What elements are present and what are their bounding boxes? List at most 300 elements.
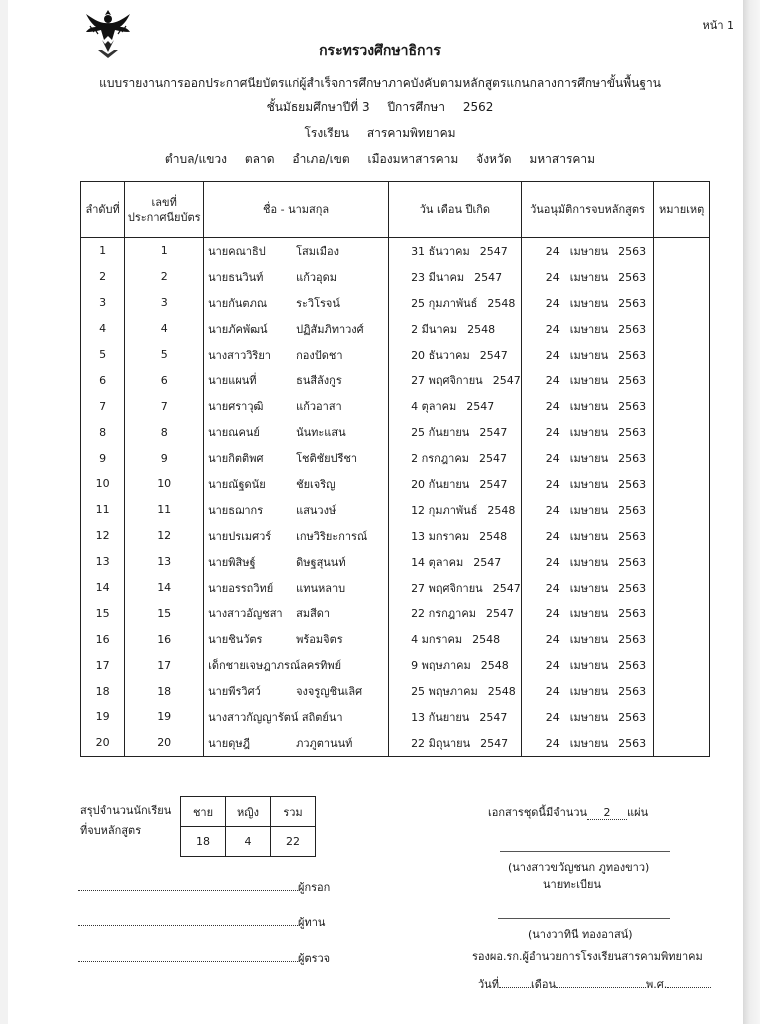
row-number: 8 xyxy=(81,419,125,445)
summary-table xyxy=(180,796,316,857)
birth-date xyxy=(389,549,522,575)
birth-date xyxy=(389,419,522,445)
table-row xyxy=(81,238,710,264)
graduation-date xyxy=(521,445,654,471)
birth-year: 2547 xyxy=(492,581,521,595)
note-cell xyxy=(654,678,710,704)
col-header-no: ลำดับที่ xyxy=(81,182,125,238)
graduation-date xyxy=(521,678,654,704)
checker-signature xyxy=(78,949,330,967)
table-row xyxy=(81,316,710,342)
birth-day: 22 xyxy=(411,736,426,750)
row-number: 5 xyxy=(81,342,125,368)
birth-year: 2547 xyxy=(480,736,509,750)
table-row xyxy=(81,678,710,704)
certificate-number: 16 xyxy=(125,626,204,652)
grad-day: 24 xyxy=(545,244,560,258)
grade-year-line xyxy=(0,98,760,117)
grad-month: เมษายน xyxy=(569,400,609,414)
certificate-number: 13 xyxy=(125,549,204,575)
birth-day: 2 xyxy=(411,452,419,466)
certificate-number: 12 xyxy=(125,523,204,549)
male-label: ชาย xyxy=(181,797,226,827)
student-name xyxy=(204,264,389,290)
note-cell xyxy=(654,471,710,497)
grad-month: เมษายน xyxy=(569,503,609,517)
certificate-number: 4 xyxy=(125,316,204,342)
reviewer-dotted-line xyxy=(78,915,298,926)
birth-day: 27 xyxy=(411,374,426,388)
birth-month: ธันวาคม xyxy=(428,244,470,258)
certificate-number: 5 xyxy=(125,342,204,368)
birth-month: ตุลาคม xyxy=(421,400,457,414)
location-line xyxy=(0,150,760,169)
birth-day: 25 xyxy=(411,426,426,440)
grad-year: 2563 xyxy=(618,477,647,491)
birth-date xyxy=(389,626,522,652)
date-line xyxy=(478,975,711,993)
grad-day: 24 xyxy=(545,452,560,466)
grad-day: 24 xyxy=(545,477,560,491)
birth-year: 2547 xyxy=(479,710,508,724)
row-number: 19 xyxy=(81,704,125,730)
grad-month: เมษายน xyxy=(569,736,609,750)
birth-year: 2548 xyxy=(472,633,501,647)
student-name xyxy=(204,626,389,652)
birth-day: 20 xyxy=(411,477,426,491)
birth-month: พฤษภาคม xyxy=(421,659,471,673)
filler-label: ผู้กรอก xyxy=(298,881,331,894)
certificate-number: 6 xyxy=(125,367,204,393)
grad-year: 2563 xyxy=(618,529,647,543)
director-signature-line xyxy=(498,918,670,919)
birth-year: 2548 xyxy=(480,659,509,673)
certificate-number: 9 xyxy=(125,445,204,471)
note-cell xyxy=(654,264,710,290)
birth-day: 9 xyxy=(411,659,419,673)
birth-date xyxy=(389,342,522,368)
note-cell xyxy=(654,419,710,445)
birth-date xyxy=(389,264,522,290)
row-number: 7 xyxy=(81,393,125,419)
first-name: นายภัคพัฒน์ xyxy=(208,322,268,336)
table-row xyxy=(81,393,710,419)
grad-month: เมษายน xyxy=(569,607,609,621)
birth-year: 2547 xyxy=(466,400,495,414)
last-name: สมสีดา xyxy=(296,607,331,621)
certificate-number: 3 xyxy=(125,290,204,316)
grad-day: 24 xyxy=(545,322,560,336)
certificate-number: 20 xyxy=(125,730,204,756)
birth-month: มีนาคม xyxy=(428,270,465,284)
first-name: นายอรรถวิทย์ xyxy=(208,581,274,595)
graduation-date xyxy=(521,419,654,445)
birth-day: 4 xyxy=(411,400,419,414)
birth-date xyxy=(389,523,522,549)
graduation-date xyxy=(521,730,654,756)
graduation-date xyxy=(521,626,654,652)
certificate-number: 18 xyxy=(125,678,204,704)
row-number: 2 xyxy=(81,264,125,290)
ministry-title: กระทรวงศึกษาธิการ xyxy=(319,43,441,59)
grad-day: 24 xyxy=(545,400,560,414)
student-name xyxy=(204,575,389,601)
date-day-dots xyxy=(499,977,531,988)
student-name xyxy=(204,367,389,393)
grade-label: ชั้นมัธยมศึกษาปีที่ 3 xyxy=(266,100,370,114)
grad-year: 2563 xyxy=(618,685,647,699)
birth-year: 2547 xyxy=(485,607,514,621)
birth-month: กันยายน xyxy=(428,477,470,491)
graduation-date xyxy=(521,290,654,316)
grad-month: เมษายน xyxy=(569,426,609,440)
grad-year: 2563 xyxy=(618,296,647,310)
student-name xyxy=(204,497,389,523)
note-cell xyxy=(654,626,710,652)
birth-day: 31 xyxy=(411,244,426,258)
grad-day: 24 xyxy=(545,348,560,362)
birth-month: พฤศจิกายน xyxy=(428,374,483,388)
birth-day: 25 xyxy=(411,296,426,310)
last-name: ดิษฐสุนนท์ xyxy=(296,555,346,569)
grad-year: 2563 xyxy=(618,503,647,517)
birth-year: 2547 xyxy=(492,374,521,388)
birth-day: 12 xyxy=(411,503,426,517)
grad-month: เมษายน xyxy=(569,685,609,699)
birth-date xyxy=(389,575,522,601)
first-name: นายดุษฎี xyxy=(208,736,251,750)
total-label: รวม xyxy=(271,797,316,827)
grad-day: 24 xyxy=(545,659,560,673)
table-row xyxy=(81,367,710,393)
birth-month: กุมภาพันธ์ xyxy=(428,503,478,517)
col-header-cert-line2: ประกาศนียบัตร xyxy=(127,210,201,224)
last-name: แก้วอุดม xyxy=(296,270,338,284)
col-header-dob: วัน เดือน ปีเกิด xyxy=(389,182,522,238)
birth-month: มกราคม xyxy=(421,633,463,647)
birth-year: 2547 xyxy=(479,348,508,362)
table-row xyxy=(81,549,710,575)
summary-label-line1: สรุปจำนวนนักเรียน xyxy=(80,804,172,817)
grad-month: เมษายน xyxy=(569,296,609,310)
birth-year: 2548 xyxy=(487,503,516,517)
grad-year: 2563 xyxy=(618,400,647,414)
note-cell xyxy=(654,316,710,342)
birth-month: พฤษภาคม xyxy=(428,685,478,699)
birth-date xyxy=(389,316,522,342)
female-label: หญิง xyxy=(226,797,271,827)
graduation-date xyxy=(521,471,654,497)
grad-year: 2563 xyxy=(618,736,647,750)
col-header-cert-line1: เลขที่ xyxy=(151,195,177,209)
note-cell xyxy=(654,575,710,601)
last-name: พร้อมจิตร xyxy=(296,633,343,647)
student-name xyxy=(204,445,389,471)
certificate-number: 11 xyxy=(125,497,204,523)
birth-date xyxy=(389,290,522,316)
birth-day: 13 xyxy=(411,710,426,724)
graduation-date xyxy=(521,704,654,730)
first-name: นายศราวุฒิ xyxy=(208,400,264,414)
male-count: 18 xyxy=(181,827,226,857)
birth-date xyxy=(389,471,522,497)
grad-month: เมษายน xyxy=(569,452,609,466)
grad-day: 24 xyxy=(545,374,560,388)
page-number: หน้า 1 xyxy=(702,19,734,32)
row-number: 15 xyxy=(81,600,125,626)
note-cell xyxy=(654,652,710,678)
table-row xyxy=(81,290,710,316)
grad-month: เมษายน xyxy=(569,710,609,724)
student-name xyxy=(204,652,389,678)
student-name xyxy=(204,471,389,497)
birth-month: มีนาคม xyxy=(421,322,458,336)
reviewer-label: ผู้ทาน xyxy=(298,916,326,929)
grad-year: 2563 xyxy=(618,633,647,647)
birth-month: กันยายน xyxy=(428,710,470,724)
grad-day: 24 xyxy=(545,503,560,517)
grad-year: 2563 xyxy=(618,710,647,724)
student-name xyxy=(204,316,389,342)
col-header-cert xyxy=(125,182,204,238)
note-cell xyxy=(654,704,710,730)
birth-month: มิถุนายน xyxy=(428,736,471,750)
birth-date xyxy=(389,678,522,704)
birth-year: 2547 xyxy=(473,555,502,569)
note-cell xyxy=(654,600,710,626)
birth-month: ตุลาคม xyxy=(428,555,464,569)
last-name: กองปัดชา xyxy=(296,348,343,362)
birth-month: กันยายน xyxy=(428,426,470,440)
last-name: ปฏิสัมภิทาวงศ์ xyxy=(296,322,364,336)
birth-month: กรกฎาคม xyxy=(421,452,469,466)
first-name: นายกิตติพศ xyxy=(208,452,264,466)
student-name xyxy=(204,549,389,575)
grad-month: เมษายน xyxy=(569,581,609,595)
grad-month: เมษายน xyxy=(569,659,609,673)
school-line xyxy=(0,124,760,143)
subdistrict-label: ตำบล/แขวง xyxy=(164,152,228,166)
note-cell xyxy=(654,367,710,393)
graduation-date xyxy=(521,238,654,264)
grad-month: เมษายน xyxy=(569,374,609,388)
row-number: 4 xyxy=(81,316,125,342)
graduation-date xyxy=(521,264,654,290)
date-year-dots xyxy=(667,977,711,988)
birth-day: 14 xyxy=(411,555,426,569)
birth-day: 25 xyxy=(411,685,426,699)
school-label: โรงเรียน xyxy=(304,126,349,140)
grad-day: 24 xyxy=(545,581,560,595)
birth-date xyxy=(389,445,522,471)
birth-month: ธันวาคม xyxy=(428,348,470,362)
table-row xyxy=(81,523,710,549)
table-row xyxy=(81,419,710,445)
row-number: 14 xyxy=(81,575,125,601)
certificate-number: 1 xyxy=(125,238,204,264)
grad-year: 2563 xyxy=(618,607,647,621)
grad-year: 2563 xyxy=(618,581,647,595)
grad-year: 2563 xyxy=(618,426,647,440)
grad-day: 24 xyxy=(545,633,560,647)
grad-day: 24 xyxy=(545,710,560,724)
birth-month: มกราคม xyxy=(428,529,470,543)
first-name: เด็กชายเจษฎาภรณ์ลครทิพย์ xyxy=(208,659,342,673)
filler-dotted-line xyxy=(78,880,298,891)
date-month-label: เดือน xyxy=(530,978,556,991)
student-name xyxy=(204,393,389,419)
birth-year: 2547 xyxy=(474,270,503,284)
first-name: นางสาววิริยา xyxy=(208,348,271,362)
document-count-line xyxy=(488,803,648,821)
table-row xyxy=(81,264,710,290)
last-name: ธนสีลังกูร xyxy=(296,374,342,388)
birth-day: 2 xyxy=(411,322,419,336)
school-name: สารคามพิทยาคม xyxy=(366,126,456,140)
note-cell xyxy=(654,238,710,264)
note-cell xyxy=(654,549,710,575)
student-name xyxy=(204,342,389,368)
table-row xyxy=(81,704,710,730)
row-number: 20 xyxy=(81,730,125,756)
birth-day: 20 xyxy=(411,348,426,362)
row-number: 17 xyxy=(81,652,125,678)
row-number: 1 xyxy=(81,238,125,264)
birth-date xyxy=(389,367,522,393)
summary-label xyxy=(80,801,171,841)
document-count-prefix: เอกสารชุดนี้มีจำนวน xyxy=(488,806,588,819)
col-header-note: หมายเหตุ xyxy=(654,182,710,238)
table-row xyxy=(81,575,710,601)
row-number: 18 xyxy=(81,678,125,704)
province-value: มหาสารคาม xyxy=(529,152,596,166)
date-year-label: พ.ศ. xyxy=(645,978,668,991)
birth-date xyxy=(389,497,522,523)
table-row xyxy=(81,652,710,678)
first-name: นายพีรวิศว์ xyxy=(208,685,261,699)
birth-year: 2547 xyxy=(479,477,508,491)
graduation-date xyxy=(521,367,654,393)
student-name xyxy=(204,290,389,316)
note-cell xyxy=(654,497,710,523)
grad-month: เมษายน xyxy=(569,555,609,569)
document-count-suffix: แผ่น xyxy=(627,806,649,819)
last-name: ภวภูตานนท์ xyxy=(296,736,353,750)
table-row xyxy=(81,342,710,368)
grad-day: 24 xyxy=(545,555,560,569)
certificate-number: 10 xyxy=(125,471,204,497)
graduation-date xyxy=(521,652,654,678)
student-name xyxy=(204,523,389,549)
first-name: นายแผนที่ xyxy=(208,374,257,388)
student-name xyxy=(204,678,389,704)
female-count: 4 xyxy=(226,827,271,857)
table-row xyxy=(81,626,710,652)
total-count: 22 xyxy=(271,827,316,857)
table-row xyxy=(81,600,710,626)
row-number: 3 xyxy=(81,290,125,316)
note-cell xyxy=(654,445,710,471)
birth-day: 22 xyxy=(411,607,426,621)
last-name: จงจรูญชินเลิศ xyxy=(296,685,363,699)
birth-month: กรกฎาคม xyxy=(428,607,476,621)
grad-month: เมษายน xyxy=(569,348,609,362)
grad-year: 2563 xyxy=(618,244,647,258)
last-name: ชัยเจริญ xyxy=(296,477,336,491)
birth-date xyxy=(389,730,522,756)
first-name: นางสาวอัญชสา xyxy=(208,607,283,621)
birth-month: พฤศจิกายน xyxy=(428,581,483,595)
birth-year: 2548 xyxy=(487,685,516,699)
col-header-grad: วันอนุมัติการจบหลักสูตร xyxy=(521,182,654,238)
date-day-label: วันที่ xyxy=(478,978,499,991)
first-name: นายพิสิษฐ์ xyxy=(208,555,256,569)
student-name xyxy=(204,600,389,626)
province-label: จังหวัด xyxy=(476,152,512,166)
last-name: ระวิโรจน์ xyxy=(296,296,340,310)
certificate-number: 8 xyxy=(125,419,204,445)
row-number: 10 xyxy=(81,471,125,497)
first-name: นายณคนย์ xyxy=(208,426,260,440)
row-number: 12 xyxy=(81,523,125,549)
birth-date xyxy=(389,652,522,678)
graduation-date xyxy=(521,523,654,549)
note-cell xyxy=(654,393,710,419)
certificate-number: 14 xyxy=(125,575,204,601)
first-name: นายคณาธิป xyxy=(208,244,266,258)
date-month-dots xyxy=(556,977,646,988)
row-number: 16 xyxy=(81,626,125,652)
grad-month: เมษายน xyxy=(569,244,609,258)
birth-day: 13 xyxy=(411,529,426,543)
grad-day: 24 xyxy=(545,529,560,543)
birth-date xyxy=(389,393,522,419)
last-name: แก้วอาสา xyxy=(296,400,342,414)
row-number: 9 xyxy=(81,445,125,471)
birth-year: 2548 xyxy=(479,529,508,543)
grad-day: 24 xyxy=(545,270,560,284)
year-label: ปีการศึกษา xyxy=(387,100,446,114)
grad-month: เมษายน xyxy=(569,477,609,491)
row-number: 6 xyxy=(81,367,125,393)
grad-day: 24 xyxy=(545,607,560,621)
graduation-date xyxy=(521,600,654,626)
birth-date xyxy=(389,600,522,626)
graduation-date xyxy=(521,497,654,523)
first-name: นางสาวกัญญารัตน์ สถิตย์นา xyxy=(208,710,343,724)
certificate-number: 19 xyxy=(125,704,204,730)
certificate-number: 2 xyxy=(125,264,204,290)
birth-year: 2547 xyxy=(478,452,507,466)
certificate-number: 15 xyxy=(125,600,204,626)
grad-year: 2563 xyxy=(618,659,647,673)
graduation-date xyxy=(521,342,654,368)
last-name: เกษวิริยะการณ์ xyxy=(296,529,368,543)
registrar-signature-line xyxy=(500,851,670,852)
student-name xyxy=(204,419,389,445)
first-name: นายณัฐดนัย xyxy=(208,477,266,491)
last-name: แทนหลาบ xyxy=(296,581,346,595)
first-name: นายธฌากร xyxy=(208,503,264,517)
reviewer-signature xyxy=(78,913,325,931)
registrar-title: นายทะเบียน xyxy=(543,878,602,891)
grad-year: 2563 xyxy=(618,270,647,284)
graduates-table xyxy=(80,181,710,757)
table-row xyxy=(81,445,710,471)
birth-date xyxy=(389,238,522,264)
student-name xyxy=(204,704,389,730)
grad-year: 2563 xyxy=(618,374,647,388)
